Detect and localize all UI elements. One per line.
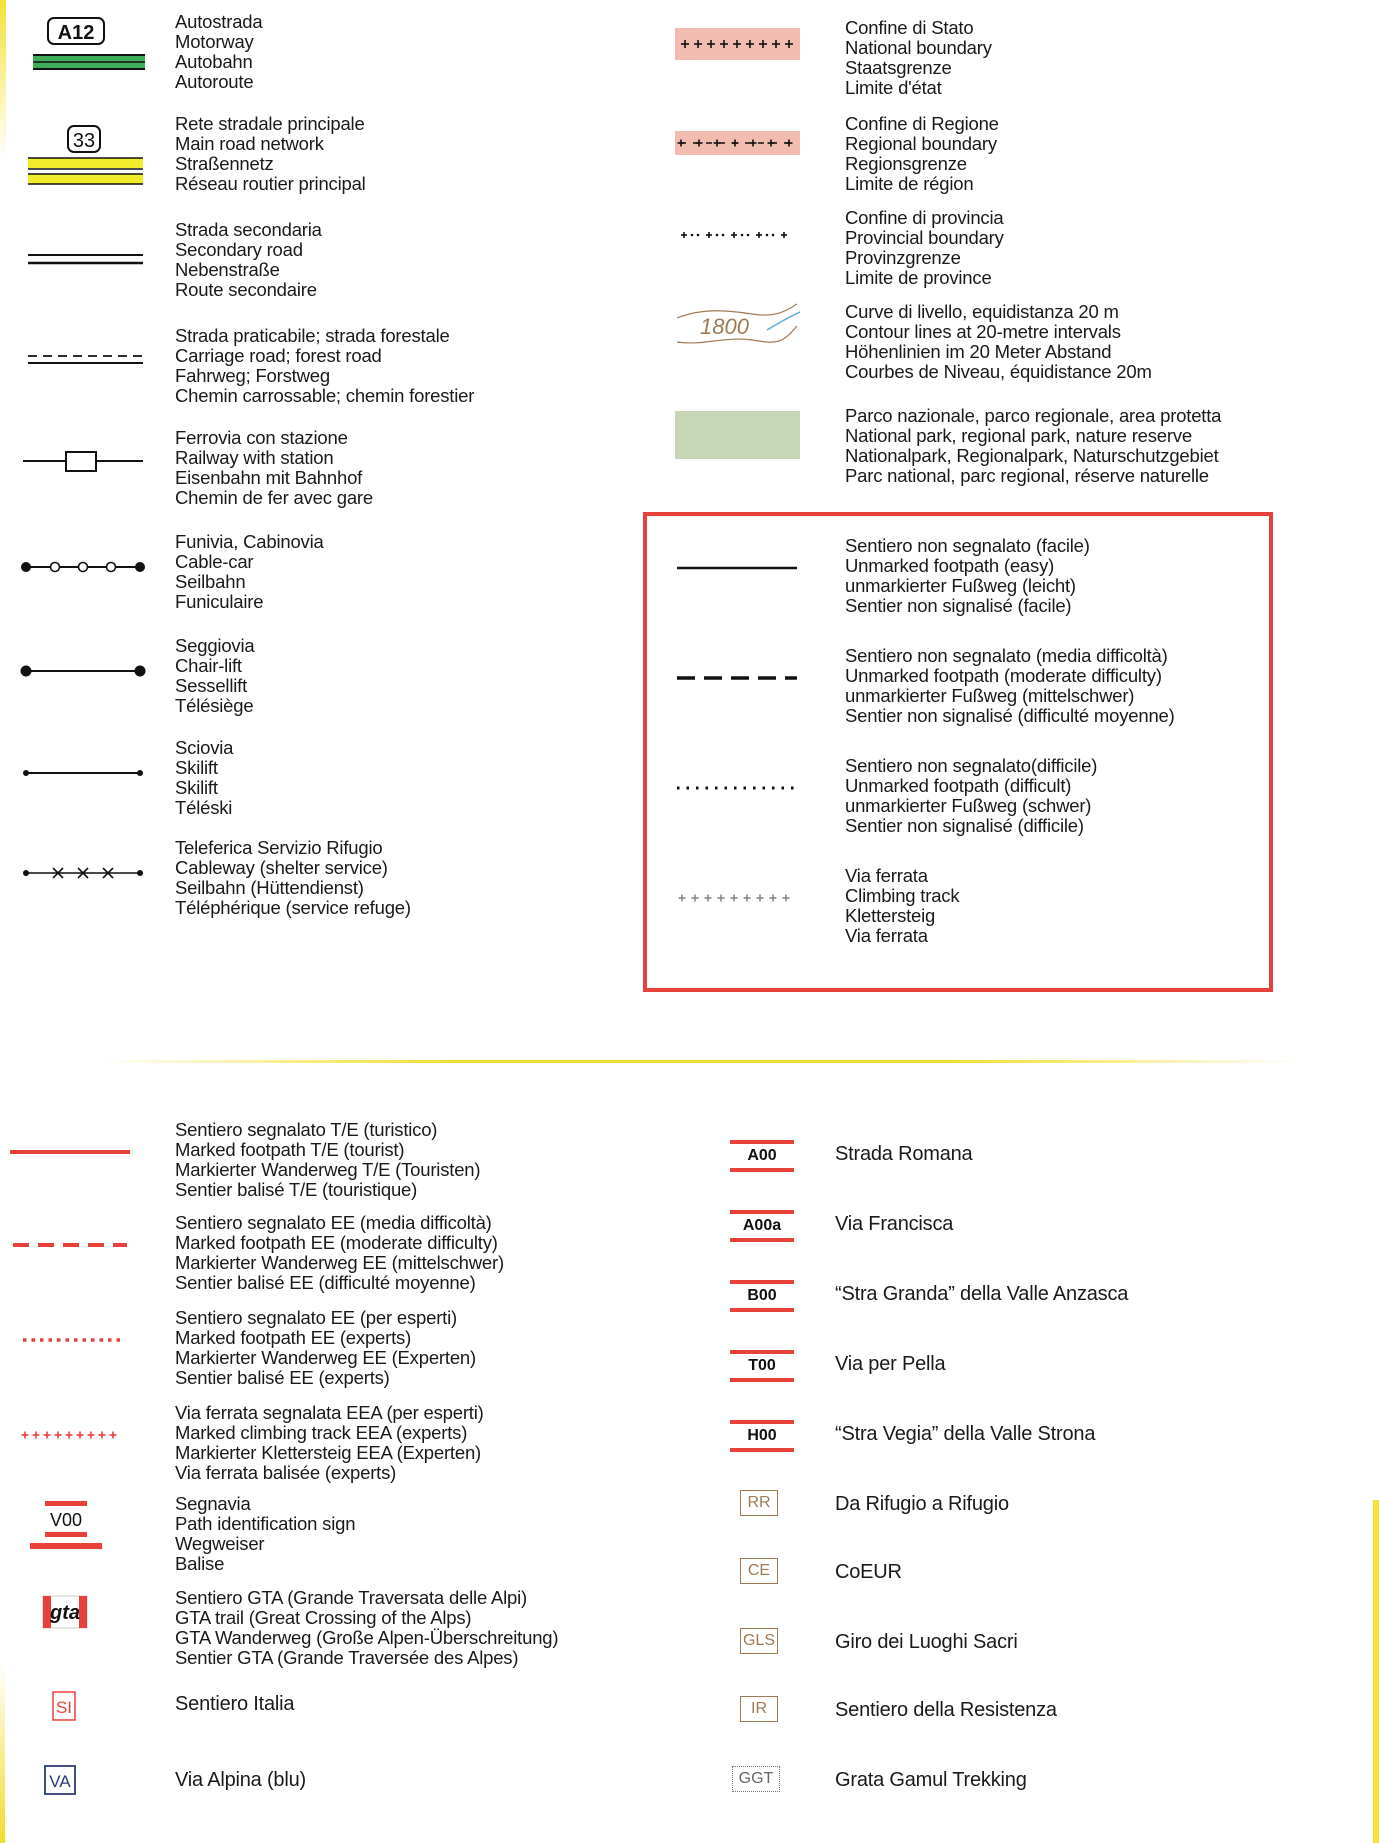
legend-item-text bbox=[845, 208, 1004, 288]
legend-item-text bbox=[845, 302, 1152, 382]
section-divider bbox=[100, 1060, 1300, 1063]
legend-label-line: Autobahn bbox=[175, 51, 253, 72]
marked-ee-icon bbox=[5, 1235, 135, 1260]
legend-label-line: Contour lines at 20-metre intervals bbox=[845, 321, 1121, 342]
svg-text:33: 33 bbox=[72, 130, 96, 152]
legend-label-line: Markierter Wanderweg T/E (Touristen) bbox=[175, 1159, 481, 1180]
page-edge bbox=[1373, 1500, 1379, 1843]
unmarked-moderate-icon bbox=[672, 668, 802, 693]
legend-label-line: Funiculaire bbox=[175, 591, 264, 612]
route-name: Via Francisca bbox=[835, 1213, 954, 1235]
legend-label-line: Climbing track bbox=[845, 885, 960, 906]
route-badge: A00a bbox=[730, 1210, 794, 1242]
legend-label-line: Regional boundary bbox=[845, 133, 997, 154]
legend-item-text bbox=[845, 866, 959, 946]
legend-label-line: Höhenlinien im 20 Meter Abstand bbox=[845, 341, 1112, 362]
legend-label-line: Main road network bbox=[175, 133, 324, 154]
legend-label-line: Provinzgrenze bbox=[845, 247, 961, 268]
legend-label-line: Sentiero segnalato EE (per esperti) bbox=[175, 1307, 457, 1328]
legend-label-line: Téléski bbox=[175, 797, 233, 818]
legend-label-line: Nationalpark, Regionalpark, Naturschutzgebiet bbox=[845, 445, 1219, 466]
legend-item-text bbox=[845, 18, 992, 98]
legend-label-line: Curve di livello, equidistanza 20 m bbox=[845, 301, 1119, 322]
route-name: CoEUR bbox=[835, 1561, 902, 1583]
legend-item-text bbox=[175, 1403, 484, 1483]
legend-label-line: Marked climbing track EEA (experts) bbox=[175, 1422, 468, 1443]
svg-text:1800: 1800 bbox=[700, 314, 749, 339]
legend-label-line: Via ferrata bbox=[845, 865, 928, 886]
page-edge bbox=[0, 0, 6, 160]
legend-label-line: Fahrweg; Forstweg bbox=[175, 365, 330, 386]
legend-item-text bbox=[175, 1694, 294, 1714]
legend-label-line: Wegweiser bbox=[175, 1533, 265, 1554]
regional-boundary-icon bbox=[672, 128, 802, 163]
legend-label-line: Sentiero segnalato T/E (turistico) bbox=[175, 1119, 438, 1140]
legend-label-line: Sentier balisé EE (experts) bbox=[175, 1367, 390, 1388]
sentiero-italia-icon bbox=[5, 1688, 135, 1729]
legend-item-text bbox=[175, 738, 233, 818]
chair-lift-icon bbox=[18, 656, 148, 691]
legend-label-line: Télésiège bbox=[175, 695, 254, 716]
route-badge: GGT bbox=[732, 1766, 780, 1792]
national-boundary-icon bbox=[672, 24, 802, 69]
marked-via-ferrata-icon bbox=[5, 1425, 135, 1450]
legend-label-line: Sentiero GTA (Grande Traversata delle Alpi) bbox=[175, 1587, 527, 1608]
legend-label-line: Klettersteig bbox=[845, 905, 936, 926]
route-name: Via per Pella bbox=[835, 1353, 946, 1375]
contour-lines-icon bbox=[672, 300, 802, 365]
svg-text:VA: VA bbox=[49, 1772, 71, 1791]
route-badge: RR bbox=[740, 1490, 778, 1516]
legend-label-line: Via ferrata bbox=[845, 925, 928, 946]
legend-label-line: Segnavia bbox=[175, 1493, 251, 1514]
legend-label-line: unmarkierter Fußweg (mittelschwer) bbox=[845, 685, 1135, 706]
legend-label-line: Sentiero non segnalato(difficile) bbox=[845, 755, 1098, 776]
legend-label-line: Skilift bbox=[175, 777, 218, 798]
legend-label-line: Seilbahn (Hüttendienst) bbox=[175, 877, 364, 898]
legend-label-line: Autostrada bbox=[175, 11, 263, 32]
route-badge: GLS bbox=[740, 1628, 778, 1654]
legend-label-line: Sciovia bbox=[175, 737, 234, 758]
legend-label-line: Sessellift bbox=[175, 675, 248, 696]
route-name: Grata Gamul Trekking bbox=[835, 1769, 1027, 1791]
legend-label-line: Markierter Wanderweg EE (mittelschwer) bbox=[175, 1252, 504, 1273]
svg-text:A12: A12 bbox=[57, 22, 95, 44]
legend-label-line: Téléphérique (service refuge) bbox=[175, 897, 411, 918]
route-badge: B00 bbox=[730, 1280, 794, 1312]
ski-lift-icon bbox=[18, 758, 148, 793]
legend-label-line: Strada secondaria bbox=[175, 219, 322, 240]
legend-item-text bbox=[175, 532, 324, 612]
legend-label-line: Skilift bbox=[175, 757, 218, 778]
svg-text:V00: V00 bbox=[49, 1510, 83, 1530]
legend-label-line: Sentier non signalisé (facile) bbox=[845, 595, 1072, 616]
legend-label-line: Regionsgrenze bbox=[845, 153, 967, 174]
legend-label-line: Motorway bbox=[175, 31, 254, 52]
legend-label-line: Rete stradale principale bbox=[175, 113, 365, 134]
climbing-track-icon bbox=[672, 888, 802, 913]
legend-label-line: Sentier GTA (Grande Traversée des Alpes) bbox=[175, 1647, 519, 1668]
legend-label-line: Chemin carrossable; chemin forestier bbox=[175, 385, 475, 406]
via-alpina-icon bbox=[5, 1762, 135, 1803]
provincial-boundary-icon bbox=[672, 220, 802, 255]
legend-label-line: Via ferrata balisée (experts) bbox=[175, 1462, 397, 1483]
legend-label-line: Funivia, Cabinovia bbox=[175, 531, 324, 552]
legend-label-line: Balise bbox=[175, 1553, 225, 1574]
legend-label-line: Markierter Wanderweg EE (Experten) bbox=[175, 1347, 476, 1368]
legend-item-text bbox=[175, 326, 474, 406]
main-road-icon bbox=[18, 124, 148, 199]
unmarked-easy-icon bbox=[672, 558, 802, 583]
legend-label-line: unmarkierter Fußweg (schwer) bbox=[845, 795, 1092, 816]
route-name: “Stra Vegia” della Valle Strona bbox=[835, 1423, 1096, 1445]
legend-item-text bbox=[845, 646, 1175, 726]
legend-label-line: Sentiero non segnalato (facile) bbox=[845, 535, 1090, 556]
legend-label-line: Sentiero non segnalato (media difficoltà) bbox=[845, 645, 1168, 666]
legend-label-line: Seggiovia bbox=[175, 635, 255, 656]
legend-label-line: Teleferica Servizio Rifugio bbox=[175, 837, 383, 858]
legend-label-line: Unmarked footpath (easy) bbox=[845, 555, 1055, 576]
legend-label-line: Sentier non signalisé (difficulté moyenne) bbox=[845, 705, 1175, 726]
svg-text:SI: SI bbox=[55, 1698, 73, 1717]
legend-label-line: Unmarked footpath (difficult) bbox=[845, 775, 1072, 796]
legend-label-line: Sentier balisé T/E (touristique) bbox=[175, 1179, 418, 1200]
legend-label-line: National park, regional park, nature reserve bbox=[845, 425, 1192, 446]
carriage-road-icon bbox=[18, 346, 148, 381]
cableway-icon bbox=[18, 858, 148, 893]
legend-label-line: Sentiero segnalato EE (media difficoltà) bbox=[175, 1212, 492, 1233]
legend-label-line: GTA Wanderweg (Große Alpen-Überschreitung) bbox=[175, 1627, 559, 1648]
legend-item-text bbox=[175, 636, 254, 716]
legend-label-line: Markierter Klettersteig EEA (Experten) bbox=[175, 1442, 481, 1463]
legend-label-line: Marked footpath EE (moderate difficulty) bbox=[175, 1232, 498, 1253]
railway-icon bbox=[18, 446, 148, 481]
legend-label-line: Cable-car bbox=[175, 551, 254, 572]
legend-label-line: Ferrovia con stazione bbox=[175, 427, 348, 448]
legend-item-text bbox=[175, 1120, 480, 1200]
legend-item-text bbox=[175, 838, 411, 918]
legend-label-line: Courbes de Niveau, équidistance 20m bbox=[845, 361, 1152, 382]
gta-icon bbox=[5, 1592, 135, 1637]
legend-label-line: unmarkierter Fußweg (leicht) bbox=[845, 575, 1076, 596]
legend-label-line: Unmarked footpath (moderate difficulty) bbox=[845, 665, 1162, 686]
path-sign-icon bbox=[5, 1499, 135, 1564]
legend-label-line: GTA trail (Great Crossing of the Alps) bbox=[175, 1607, 472, 1628]
svg-text:gta: gta bbox=[50, 1602, 80, 1624]
secondary-road-icon bbox=[18, 245, 148, 280]
legend-label-line: Chair-lift bbox=[175, 655, 242, 676]
legend-item-text bbox=[845, 536, 1090, 616]
legend-label-line: Réseau routier principal bbox=[175, 173, 366, 194]
route-badge: IR bbox=[740, 1696, 778, 1722]
legend-label-line: Via ferrata segnalata EEA (per esperti) bbox=[175, 1402, 484, 1423]
legend-label-line: Confine di Stato bbox=[845, 17, 974, 38]
legend-item-text bbox=[845, 114, 999, 194]
route-badge: A00 bbox=[730, 1140, 794, 1172]
legend-label-line: Cableway (shelter service) bbox=[175, 857, 388, 878]
legend-label-line: Parco nazionale, parco regionale, area protetta bbox=[845, 405, 1222, 426]
legend-label-line: Provincial boundary bbox=[845, 227, 1004, 248]
legend-label-line: Chemin de fer avec gare bbox=[175, 487, 373, 508]
route-badge: CE bbox=[740, 1558, 778, 1584]
legend-item-text bbox=[175, 12, 262, 92]
legend-label-line: Parc national, parc regional, réserve naturelle bbox=[845, 465, 1209, 486]
legend-item-text bbox=[175, 1770, 306, 1790]
route-badge: T00 bbox=[730, 1350, 794, 1382]
unmarked-difficult-icon bbox=[672, 778, 802, 803]
legend-label-line: Route secondaire bbox=[175, 279, 317, 300]
route-name: Da Rifugio a Rifugio bbox=[835, 1493, 1009, 1515]
legend-label-line: Marked footpath EE (experts) bbox=[175, 1327, 412, 1348]
motorway-icon bbox=[18, 12, 148, 87]
legend-item-text bbox=[845, 756, 1097, 836]
legend-label-line: Carriage road; forest road bbox=[175, 345, 382, 366]
legend-label-line: Straßennetz bbox=[175, 153, 274, 174]
legend-label-line: Eisenbahn mit Bahnhof bbox=[175, 467, 363, 488]
legend-label-line: Sentier balisé EE (difficulté moyenne) bbox=[175, 1272, 476, 1293]
legend-label-line: Marked footpath T/E (tourist) bbox=[175, 1139, 405, 1160]
route-name: “Stra Granda” della Valle Anzasca bbox=[835, 1283, 1129, 1305]
legend-label-line: Path identification sign bbox=[175, 1513, 356, 1534]
route-badge: H00 bbox=[730, 1420, 794, 1452]
marked-experts-icon bbox=[5, 1330, 135, 1355]
legend-label-line: Confine di provincia bbox=[845, 207, 1004, 228]
legend-label-line: Seilbahn bbox=[175, 571, 246, 592]
legend-label-line: Confine di Regione bbox=[845, 113, 999, 134]
legend-label-line: Staatsgrenze bbox=[845, 57, 952, 78]
cable-car-icon bbox=[18, 552, 148, 587]
legend-item-text bbox=[175, 1213, 504, 1293]
route-name: Sentiero della Resistenza bbox=[835, 1699, 1057, 1721]
legend-label-line: Nebenstraße bbox=[175, 259, 280, 280]
legend-label-line: Via Alpina (blu) bbox=[175, 1769, 306, 1791]
legend-label-line: Sentier non signalisé (difficile) bbox=[845, 815, 1084, 836]
legend-item-text bbox=[175, 1494, 355, 1574]
marked-tourist-icon bbox=[5, 1142, 135, 1167]
legend-label-line: Railway with station bbox=[175, 447, 334, 468]
legend-label-line: Strada praticabile; strada forestale bbox=[175, 325, 450, 346]
legend-label-line: Autoroute bbox=[175, 71, 254, 92]
legend-label-line: Secondary road bbox=[175, 239, 303, 260]
legend-label-line: Limite de région bbox=[845, 173, 974, 194]
legend-item-text bbox=[175, 114, 366, 194]
route-name: Giro dei Luoghi Sacri bbox=[835, 1631, 1018, 1653]
legend-item-text bbox=[175, 1588, 558, 1668]
legend-item-text bbox=[175, 1308, 476, 1388]
legend-item-text bbox=[845, 406, 1221, 486]
park-area-icon bbox=[672, 408, 802, 467]
legend-item-text bbox=[175, 220, 322, 300]
legend-label-line: Limite de province bbox=[845, 267, 992, 288]
legend-label-line: Sentiero Italia bbox=[175, 1693, 295, 1715]
legend-label-line: Limite d'état bbox=[845, 77, 942, 98]
route-name: Strada Romana bbox=[835, 1143, 973, 1165]
legend-item-text bbox=[175, 428, 373, 508]
legend-label-line: National boundary bbox=[845, 37, 992, 58]
